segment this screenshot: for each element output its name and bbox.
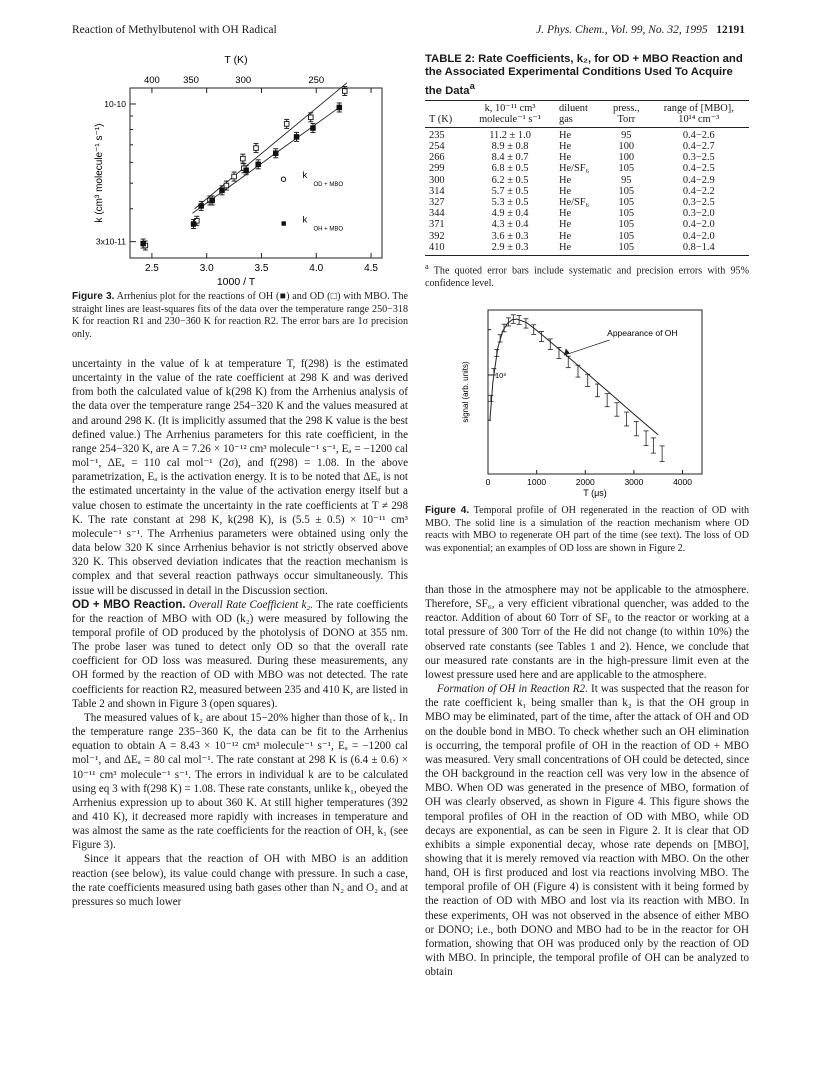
table-cell: 266 [429, 152, 445, 164]
journal-citation: J. Phys. Chem., Vol. 99, No. 32, 1995 [536, 24, 708, 36]
table-cell: 100 [618, 152, 635, 164]
table-cell: 410 [429, 241, 445, 253]
table-column-header: Torr [617, 114, 636, 126]
table-2-grid [425, 100, 749, 256]
table-header-row [425, 114, 749, 127]
fig3-y-tick-label: 10-10 [104, 98, 126, 109]
table-cell: He [559, 129, 572, 141]
table-cell: 300 [429, 174, 445, 186]
table-row [425, 127, 749, 141]
table-column-header: press., [613, 102, 640, 114]
fig3-open-square-point [342, 89, 347, 94]
table-cell: He [559, 230, 572, 242]
table-cell: 0.3−2.0 [682, 208, 715, 220]
table-cell: 3.6 ± 0.3 [491, 230, 529, 242]
table-cell: 95 [621, 174, 632, 186]
fig3-x-axis-label: 1000 / T [216, 276, 256, 288]
section-heading: OD + MBO Reaction. [72, 598, 186, 611]
fig3-open-square-point [241, 156, 246, 161]
fig3-top-axis-label: T (K) [224, 54, 248, 66]
table-column-header [425, 100, 465, 114]
fig3-x-tick-label: 3.0 [199, 263, 214, 274]
fig3-legend-k: k [302, 214, 308, 226]
table-column-header: k, 10⁻¹¹ cm³ [484, 102, 536, 114]
table-cell: 392 [429, 230, 445, 242]
fig3-legend-label: OD + MBO [313, 182, 344, 189]
table-cell: He/SF₆ [559, 163, 590, 175]
table-cell: 11.2 ± 1.0 [489, 129, 531, 141]
figure-3-caption [72, 291, 408, 341]
fig3-x-tick-label: 3.5 [254, 263, 269, 274]
paragraph-text: The rate coefficients for the reaction of MBO with OD (k₂) were measured by following the temporal profile of OD produced by the photolysis of DONO at 355 nm. The probe laser was tuned to detect only OD so that the overall rate coefficient for OD loss was measured. During these measurements, any OH formed by the reaction of OD with MBO was not detected. The rate coefficients for reaction R2, measured between 235 and 410 K, are listed in Table 2 and shown in Figure 3 (open squares). [72, 598, 408, 710]
fig3-legend-label: OH + MBO [313, 226, 344, 233]
fig3-legend-open-marker [281, 177, 285, 181]
subsection-heading: Overall Rate Coefficient k₂. [188, 598, 314, 611]
fig4-y-tick-label: 10³ [495, 370, 506, 380]
table-cell: 0.3−2.5 [682, 152, 715, 164]
table-cell: 105 [618, 241, 635, 253]
table-cell: 105 [618, 230, 635, 242]
figure-4-caption-label: Figure 4. [425, 505, 470, 516]
table-cell: 0.4−2.2 [682, 185, 715, 197]
table-cell: 0.8−1.4 [682, 241, 715, 253]
figure-3-caption-text: Arrhenius plot for the reactions of OH (■) and OD (□) with MBO. The straight lines are least-squares fits of the data over the temperature range 250−318 K for reaction R1 and 230−360 K for reaction R2. The error bars are 1σ precision only. [72, 291, 408, 340]
table-row [425, 231, 749, 242]
figure-4-caption [425, 505, 749, 555]
table-column-header: range of [MBO], [663, 102, 734, 114]
left-column [72, 357, 408, 909]
fig3-filled-square-point [294, 135, 299, 140]
table-cell: He [559, 185, 572, 197]
table-cell: 235 [429, 129, 445, 141]
table-cell: 5.3 ± 0.5 [491, 196, 529, 208]
table-cell: 371 [429, 219, 445, 231]
table-cell: 327 [429, 196, 445, 208]
paragraph: Since it appears that the reaction of OH with MBO is an addition reaction (see below), its value could change with pressure. In such a case, the rate coefficients measured using bath gases other than N₂ and O₂ and at pressures so much lower [72, 853, 408, 908]
table-cell: 100 [618, 140, 635, 152]
table-cell: 2.9 ± 0.3 [491, 241, 529, 253]
table-cell: 105 [618, 163, 635, 175]
subsection-heading: Formation of OH in Reaction R2. [437, 683, 588, 696]
fig3-open-square-point [308, 115, 313, 120]
figure-3-chart [72, 50, 402, 288]
running-header-left: Reaction of Methylbutenol with OH Radical [72, 24, 277, 36]
paragraph-text: It was suspected that the reason for the rate coefficient k₁ being smaller than k₂ is that the OH group in MBO may be eliminated, part of the time, after the attack of OH and OD on the double bond in MBO. To check whether such an OH elimination is occurring, the temporal profile of OH in the reaction of OD + MBO was measured. Very small concentrations of OH could be detected, since the OH background in the reaction cell was very low in the absence of MBO. When OD was generated in the presence of MBO, formation of OH was clearly observed, as shown in Figure 4. This figure shows the temporal profiles of OH in the reaction of OD with MBO, while OD decays are exponential, as can be seen in Figure 2. It is clear that OD exhibits a simple exponential decay, whose rate depends on [MBO], showing that it is merely removed via reaction with MBO. On the other hand, OH is first produced and lost via reactions involving MBO. The temporal profile of OH (Figure 4) is consistent with it being formed by the reaction of OD with MBO and lost via its reaction with MBO. In these experiments, OH was not observed in the absence of either MBO or DONO; i.e., both DONO and MBO had to be in the reactor for OH formation, showing that OH was produced only by the reaction of OD with MBO. In principle, the temporal profile of OH can be analyzed to obtain [425, 683, 749, 979]
table-row [425, 242, 749, 256]
fig3-filled-square-point [199, 204, 204, 209]
fig3-fit-line [195, 83, 347, 209]
fig3-x-tick-label: 4.0 [309, 263, 324, 274]
table-cell: 8.4 ± 0.7 [491, 152, 529, 164]
paragraph [425, 682, 749, 979]
fig4-annotation: Appearance of OH [607, 328, 678, 338]
fig4-x-tick-label: 3000 [624, 477, 644, 487]
table-column-header: molecule⁻¹ s⁻¹ [479, 114, 542, 126]
fig3-y-tick-label: 3x10-11 [95, 236, 126, 247]
right-column [425, 583, 749, 979]
fig3-open-square-point [232, 174, 237, 179]
table-cell: 6.8 ± 0.5 [491, 163, 529, 175]
table-cell: He [559, 241, 572, 253]
fig3-top-tick-label: 250 [308, 75, 325, 86]
table-row [425, 197, 749, 208]
fig3-filled-square-point [273, 151, 278, 156]
fig4-x-tick-label: 0 [485, 477, 491, 487]
fig3-filled-square-point [141, 241, 146, 246]
fig4-x-tick-label: 1000 [527, 477, 547, 487]
table-cell: 0.4−2.9 [682, 174, 715, 186]
table-row [425, 141, 749, 152]
table-row [425, 175, 749, 186]
table-cell: 5.7 ± 0.5 [491, 185, 529, 197]
table-row [425, 152, 749, 163]
fig4-annotation-arrow [564, 340, 610, 355]
table-cell: 344 [429, 208, 445, 220]
table-2-footnote-mark: a [425, 262, 429, 271]
table-header-row [425, 100, 749, 114]
table-cell: 0.4−2.6 [682, 129, 715, 141]
table-cell: 8.9 ± 0.8 [491, 140, 529, 152]
table-row [425, 219, 749, 230]
running-header-right [536, 24, 745, 36]
table-cell: 4.3 ± 0.4 [491, 219, 529, 231]
fig4-y-axis-label: signal (arb. units) [461, 361, 470, 423]
fig3-fit-line [192, 106, 344, 213]
fig3-legend-filled-marker [281, 221, 285, 225]
table-cell: 6.2 ± 0.5 [491, 174, 529, 186]
fig3-filled-square-point [220, 188, 225, 193]
table-row [425, 208, 749, 219]
fig3-filled-square-point [337, 105, 342, 110]
table-cell: He [559, 208, 572, 220]
table-cell: He [559, 152, 572, 164]
table-2-title [425, 53, 749, 98]
table-cell: 314 [429, 185, 445, 197]
paragraph: than those in the atmosphere may not be applicable to the atmosphere. Therefore, SF₆, a very efficient vibrational quencher, was added to the reactor. Addition of about 60 Torr of SF₆ to the reactor or working at a total pressure of 300 Torr of the He did not change (to within 10%) the observed rate constants (see Tables 1 and 2). Hence, we conclude that our measured rate constants are in the high-pressure limit even at the lowest pressure used here and are applicable to the atmosphere. [425, 584, 749, 681]
table-column-header: T (K) [429, 114, 453, 126]
table-cell: 0.4−2.0 [682, 230, 715, 242]
table-cell: 4.9 ± 0.4 [491, 208, 529, 220]
table-cell: 0.3−2.5 [682, 196, 715, 208]
fig3-filled-square-point [191, 222, 196, 227]
fig3-open-square-point [284, 122, 289, 127]
fig3-x-tick-label: 4.5 [364, 263, 378, 274]
fig3-filled-square-point [311, 126, 316, 131]
page-number: 12191 [716, 24, 745, 36]
table-cell: 105 [618, 219, 635, 231]
table-cell: 105 [618, 208, 635, 220]
table-cell: 299 [429, 163, 445, 175]
table-cell: 105 [618, 196, 635, 208]
fig3-y-axis-label: k (cm³ molecule⁻¹ s⁻¹) [94, 123, 105, 223]
fig3-open-square-point [254, 146, 259, 151]
fig3-filled-square-point [210, 198, 215, 203]
table-cell: 105 [618, 185, 635, 197]
figure-4-chart [440, 306, 750, 502]
table-row [425, 163, 749, 174]
paragraph: uncertainty in the value of k at temperature T, f(298) is the estimated uncertainty in the value of the rate coefficient at 298 K and was derived from both the calculated value of k(298 K) from the Arrhenius analysis of the data over the temperature range 254−320 K and the values measured at and around 298 K. (It is implicitly assumed that the 298 K value is the best defined value.) The Arrhenius parameters for this rate coefficient, in the range 254−320 K, are A = 7.26 × 10⁻¹² cm³ molecule⁻¹ s⁻¹, Eₐ = −1200 cal mol⁻¹, ΔEₐ = 110 cal mol⁻¹ (2σ), and f(298) = 1.08. In the above parametrization, Eₐ is the activation energy. It is to be noted that ΔEₐ is not the estimated uncertainty in the value of the activation energy itself but a value chosen to estimate the uncertainty in the rate coefficients at T ≠ 298 K. The rate constant at 298 K, k(298 K), is (5.5 ± 0.5) × 10⁻¹¹ cm³ molecule⁻¹ s⁻¹. The Arrhenius parameters were obtained using only the data below 320 K since Arrhenius behavior is not strictly observed above 320 K. This observed deviation indicates that the reaction mechanism is complex and that several reaction pathways occur simultaneously. This issue will be discussed in detail in the Discussion section. [72, 358, 408, 597]
figure-4-caption-text: Temporal profile of OH regenerated in the reaction of OD with MBO. The solid line is a simulation of the reaction mechanism where OD reacts with MBO to regenerate OH part of the time (see text). The loss of OD was exponential; an examples of OD loss are shown in Figure 2. [425, 505, 749, 554]
fig4-x-tick-label: 2000 [575, 477, 595, 487]
fig3-top-tick-label: 300 [235, 75, 252, 86]
fig3-top-tick-label: 400 [143, 75, 160, 86]
fig4-x-tick-label: 4000 [673, 477, 693, 487]
fig3-filled-square-point [244, 168, 249, 173]
paragraph: The measured values of k₂ are about 15−20% higher than those of k₁. In the temperature range 235−360 K, the data can be fit to the Arrhenius equation to obtain A = 8.43 × 10⁻¹² cm³ molecule⁻¹ s⁻¹, Eₐ = −1200 cal mol⁻¹, and ΔEₐ = 80 cal mol⁻¹. The rate constant at 298 K is (6.4 ± 0.6) × 10⁻¹¹ cm³ molecule⁻¹ s⁻¹. The errors in individual k are to be calculated using eq 3 with f(298 K) = 1.08. These rate constants, unlike k₁, obeyed the Arrhenius expression up to about 360 K. At still higher temperatures (392 and 410 K), it decreased more rapidly with increases in temperature and was almost the same as the rate coefficients for the reaction of OH, k₁ (see Figure 3). [72, 711, 408, 852]
table-2-title-text: TABLE 2: Rate Coefficients, k₂, for OD + MBO Reaction and the Associated Experimental Conditions Used To Acquire the Data [425, 53, 743, 97]
fig3-legend-k: k [302, 170, 308, 182]
table-2-title-mark: a [469, 80, 475, 91]
table-cell: 254 [429, 140, 445, 152]
table-2-footnote-text: The quoted error bars include systematic and precision errors with 95% confidence level. [425, 265, 749, 289]
table-column-header: 10¹⁴ cm⁻³ [678, 114, 720, 126]
table-column-header: diluent [559, 102, 588, 114]
table-cell: 0.4−2.5 [682, 163, 715, 175]
table-cell: 0.4−2.0 [682, 219, 715, 231]
figure-3-caption-label: Figure 3. [72, 291, 115, 302]
table-cell: He [559, 174, 572, 186]
fig3-x-tick-label: 2.5 [144, 263, 159, 274]
table-cell: He [559, 219, 572, 231]
fig3-top-tick-label: 350 [183, 75, 199, 86]
table-2-footnote [425, 261, 749, 291]
table-2 [425, 53, 749, 291]
table-cell: He/SF₆ [559, 196, 590, 208]
table-cell: 95 [621, 129, 632, 141]
fig3-filled-square-point [256, 162, 261, 167]
fig4-x-axis-label: T (μs) [583, 488, 607, 498]
table-cell: 0.4−2.7 [682, 140, 715, 152]
table-cell: He [559, 140, 572, 152]
table-column-header: gas [559, 114, 573, 126]
table-row [425, 186, 749, 197]
fig3-frame [130, 88, 382, 258]
